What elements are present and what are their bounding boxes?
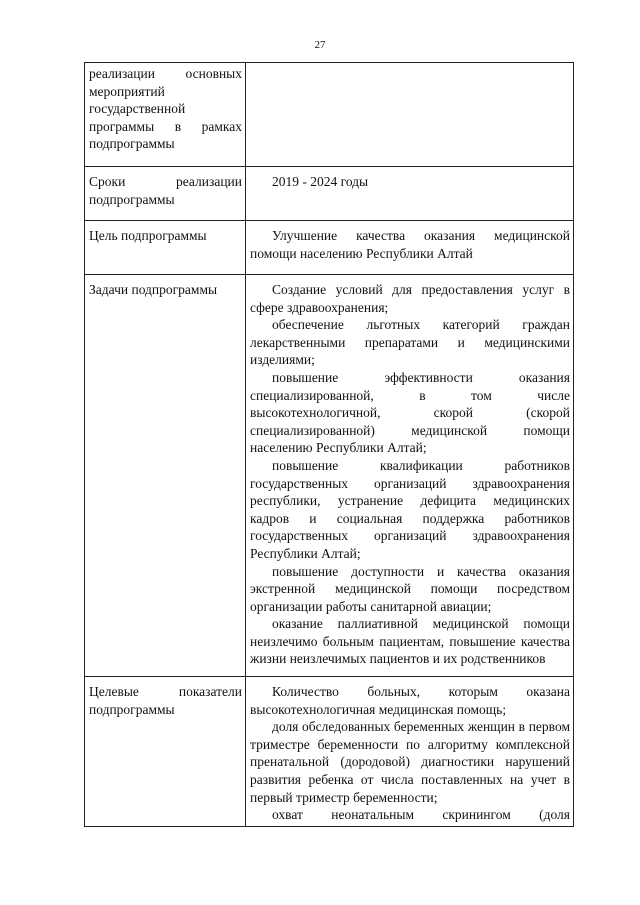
table-row-tasks [85,275,574,677]
value-tasks-cell [246,275,574,677]
task-item: повышение квалификации работников государственных организаций здравоохранения республики, устранение дефицита медицинских кадров и социальная поддержка работников государственных организаций здравоохранения Республики Алтай; [250,457,570,561]
table-row-goal [85,221,574,275]
task-item: оказание паллиативной медицинской помощи неизлечимо больным пациентам, повышение качества жизни неизлечимых пациентов и их родственников [250,616,570,667]
task-item: Создание условий для предоставления услуг в сфере здравоохранения; [250,282,570,315]
label-continuation: реализации основных мероприятий государственной программы в рамках подпрограммы [85,63,246,167]
label-tasks: Задачи подпрограммы [85,275,246,677]
task-item: повышение эффективности оказания специализированной, в том числе высокотехнологичной, скорой (скорой специализированной) медицинской помощи населению Республики Алтай; [250,369,570,456]
table-row-dates [85,167,574,221]
label-goal: Цель подпрограммы [85,221,246,275]
page-number: 27 [314,39,326,51]
value-targets-cell [246,677,574,827]
target-item: Количество больных, которым оказана высокотехнологичная медицинская помощь; [250,684,570,717]
table-row-targets [85,677,574,827]
value-continuation [246,63,574,167]
table-row-continuation [85,63,574,167]
label-dates: Сроки реализации подпрограммы [85,167,246,221]
subprogram-passport-table [84,62,574,827]
target-item-continued: охват неонатальным скринингом (доля [272,807,570,823]
task-item: повышение доступности и качества оказания экстренной медицинской помощи посредством организации работы санитарной авиации; [250,563,570,614]
value-goal-cell [246,221,574,275]
target-item: доля обследованных беременных женщин в первом триместре беременности по алгоритму комплексной пренатальной (дородовой) диагностики нарушений развития ребенка от числа поставленных на учет в первый триместр беременности; [250,719,570,805]
value-goal: Улучшение качества оказания медицинской помощи населению Республики Алтай [250,228,570,261]
task-item: обеспечение льготных категорий граждан лекарственными препаратами и медицинскими изделиями; [250,317,570,368]
value-dates: 2019 - 2024 годы [272,174,369,189]
label-targets: Целевые показатели подпрограммы [85,677,246,827]
value-dates-cell [246,167,574,221]
